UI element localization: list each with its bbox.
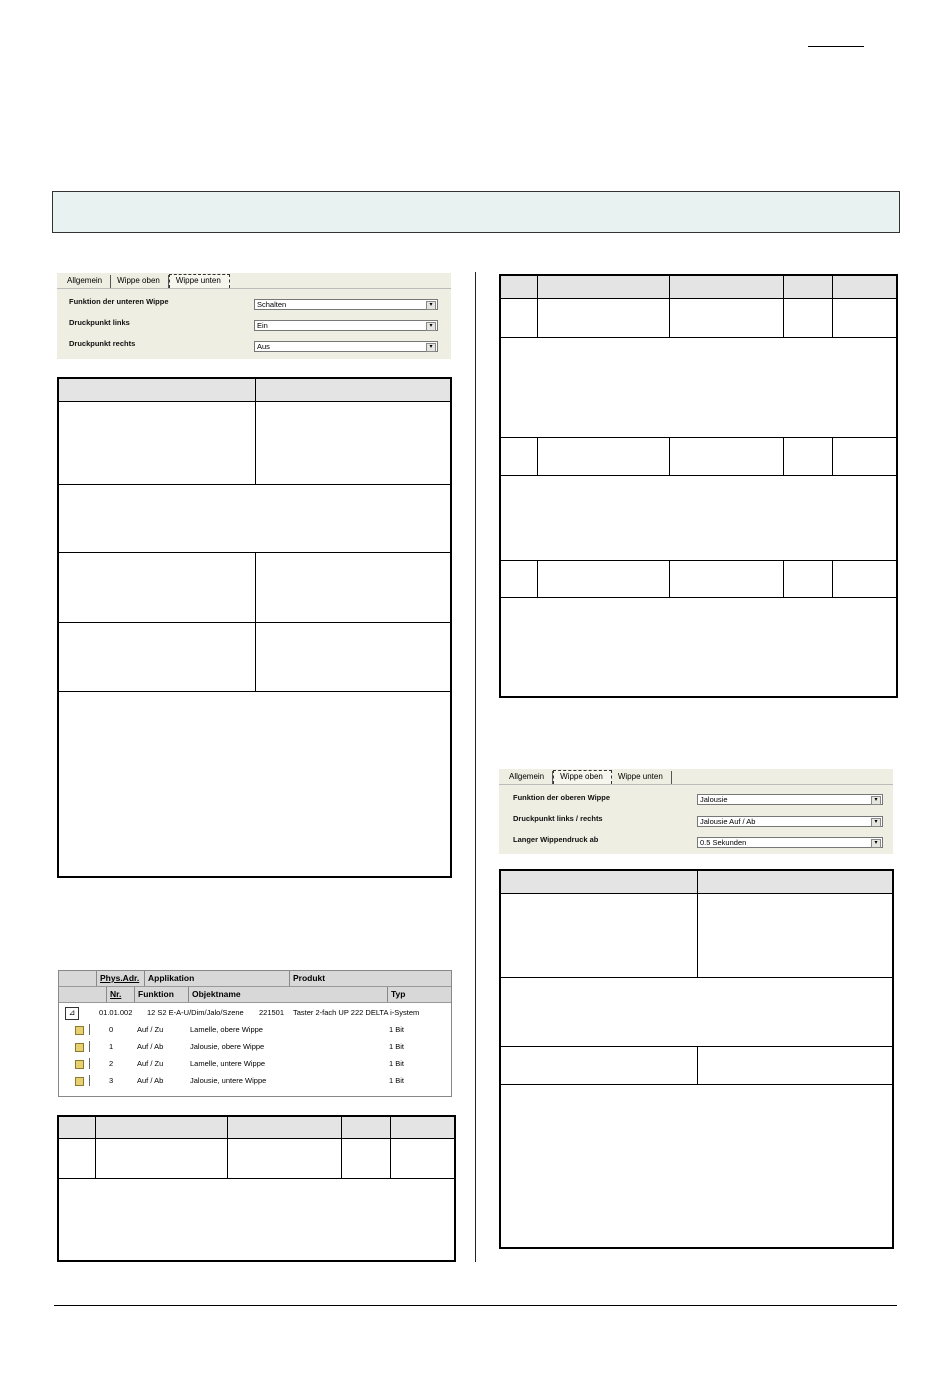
chevron-down-icon[interactable]: ▾ — [426, 301, 436, 310]
table-rule — [59, 484, 450, 485]
object-funktion: Auf / Ab — [137, 1042, 164, 1051]
ets-object-row[interactable] — [59, 1072, 451, 1089]
table-col-rule — [783, 437, 784, 475]
object-funktion: Auf / Ab — [137, 1076, 164, 1085]
param-label-left: Druckpunkt links — [69, 318, 130, 327]
tab-wippe-unten[interactable]: Wippe unten — [169, 274, 230, 288]
table-col-rule — [390, 1117, 391, 1178]
object-icon — [75, 1077, 84, 1086]
ets-col-objektname[interactable]: Objektname — [189, 987, 388, 1002]
tree-line — [89, 1024, 90, 1035]
object-table-left — [57, 1115, 456, 1262]
tab-allgemein[interactable]: Allgemein — [61, 275, 111, 288]
tab-divider — [499, 784, 893, 785]
table-rule — [501, 977, 892, 978]
ets-col-funktion[interactable]: Funktion — [135, 987, 189, 1002]
param-select-long-press[interactable] — [697, 837, 883, 848]
table-rule — [59, 1138, 454, 1139]
footer-rule — [54, 1305, 897, 1306]
param-value-left-right: Jalousie Auf / Ab — [700, 817, 756, 826]
object-name: Lamelle, untere Wippe — [190, 1059, 266, 1068]
object-typ: 1 Bit — [389, 1025, 405, 1034]
object-table-right — [499, 274, 898, 698]
param-select-left-right[interactable] — [697, 816, 883, 827]
tree-line — [89, 1075, 90, 1086]
chevron-down-icon[interactable]: ▾ — [426, 343, 436, 352]
table-rule — [59, 691, 450, 692]
chevron-down-icon[interactable]: ▾ — [871, 796, 881, 805]
object-funktion: Auf / Zu — [137, 1059, 164, 1068]
tab-divider — [57, 288, 451, 289]
param-select-right[interactable] — [254, 341, 438, 352]
section-header-box — [52, 191, 900, 233]
table-col-rule — [537, 437, 538, 475]
param-label-right: Druckpunkt rechts — [69, 339, 136, 348]
object-name: Lamelle, obere Wippe — [190, 1025, 263, 1034]
parameter-table-right — [499, 869, 894, 1249]
ets-object-row[interactable] — [59, 1055, 451, 1072]
table-rule — [501, 298, 896, 299]
ets-device-row[interactable] — [59, 1004, 451, 1021]
ets-header-spacer — [59, 987, 107, 1002]
ets-object-row[interactable] — [59, 1021, 451, 1038]
tree-line — [89, 1058, 90, 1069]
table-rule — [501, 597, 896, 598]
tab-wippe-oben[interactable]: Wippe oben — [111, 275, 169, 288]
param-select-function[interactable] — [697, 794, 883, 805]
object-nr: 3 — [109, 1076, 114, 1085]
tab-wippe-unten[interactable]: Wippe unten — [612, 771, 672, 784]
table-rule — [501, 1084, 892, 1085]
device-product: Taster 2-fach UP 222 DELTA i-System — [293, 1008, 420, 1017]
param-label-function: Funktion der unteren Wippe — [69, 297, 169, 306]
table-col-rule — [341, 1117, 342, 1178]
table-col-rule — [832, 276, 833, 337]
param-label-left-right: Druckpunkt links / rechts — [513, 814, 603, 823]
table-rule — [59, 622, 450, 623]
param-select-function[interactable] — [254, 299, 438, 310]
ets-col-typ[interactable]: Typ — [391, 989, 406, 999]
table-col-rule — [697, 871, 698, 977]
header-rule — [808, 46, 864, 47]
chevron-down-icon[interactable]: ▾ — [871, 839, 881, 848]
ets-header-spacer — [59, 971, 97, 986]
parameter-table-left — [57, 377, 452, 878]
chevron-down-icon[interactable]: ▾ — [426, 322, 436, 331]
table-col-rule — [669, 276, 670, 337]
param-label-function: Funktion der oberen Wippe — [513, 793, 611, 802]
ets-col-nr[interactable]: Nr. — [107, 987, 135, 1002]
table-col-rule — [783, 276, 784, 337]
tree-line — [89, 1041, 90, 1052]
ets-col-applikation[interactable]: Applikation — [145, 971, 290, 986]
table-rule — [501, 437, 896, 438]
table-header-row — [59, 1117, 454, 1138]
table-col-rule — [255, 379, 256, 484]
object-typ: 1 Bit — [389, 1076, 405, 1085]
object-typ: 1 Bit — [389, 1059, 405, 1068]
tab-wippe-oben[interactable]: Wippe oben — [553, 770, 612, 784]
table-rule — [59, 1178, 454, 1179]
table-rule — [501, 337, 896, 338]
object-icon — [75, 1026, 84, 1035]
object-nr: 0 — [109, 1025, 114, 1034]
table-col-rule — [669, 560, 670, 597]
param-value-function: Schalten — [257, 300, 287, 309]
ets-object-list — [58, 970, 452, 1097]
table-col-rule — [227, 1117, 228, 1178]
table-rule — [501, 560, 896, 561]
chevron-down-icon[interactable]: ▾ — [871, 818, 881, 827]
table-rule — [501, 475, 896, 476]
parameter-dialog-upper-rocker — [499, 769, 893, 854]
table-col-rule — [697, 1046, 698, 1084]
device-application: 12 S2 E-A-U/Dim/Jalo/Szene — [147, 1008, 244, 1017]
object-name: Jalousie, untere Wippe — [190, 1076, 267, 1085]
param-label-long-press: Langer Wippendruck ab — [513, 835, 599, 844]
param-value-left: Ein — [257, 321, 268, 330]
device-order-number: 221501 — [259, 1008, 285, 1017]
table-col-rule — [669, 437, 670, 475]
ets-header-objects — [59, 987, 451, 1003]
dialog-tabbar — [503, 771, 672, 784]
object-name: Jalousie, obere Wippe — [190, 1042, 265, 1051]
object-nr: 2 — [109, 1059, 114, 1068]
param-value-right: Aus — [257, 342, 270, 351]
object-typ: 1 Bit — [389, 1042, 405, 1051]
ets-col-phys-adr[interactable]: Phys.Adr. — [97, 971, 145, 986]
device-icon: ⊿ — [65, 1007, 79, 1020]
param-value-long-press: 0.5 Sekunden — [700, 838, 747, 847]
object-nr: 1 — [109, 1042, 114, 1051]
object-icon — [75, 1060, 84, 1069]
table-col-rule — [832, 437, 833, 475]
table-col-rule — [537, 560, 538, 597]
ets-object-row[interactable] — [59, 1038, 451, 1055]
table-col-rule — [537, 276, 538, 337]
ets-col-produkt[interactable]: Produkt — [293, 973, 326, 983]
column-divider — [475, 272, 476, 1262]
device-address: 01.01.002 — [99, 1008, 133, 1017]
param-value-function: Jalousie — [700, 795, 728, 804]
param-select-left[interactable] — [254, 320, 438, 331]
object-icon — [75, 1043, 84, 1052]
table-col-rule — [95, 1117, 96, 1178]
table-col-rule — [783, 560, 784, 597]
object-funktion: Auf / Zu — [137, 1025, 164, 1034]
parameter-dialog-lower-rocker — [57, 273, 451, 359]
dialog-tabbar — [61, 275, 230, 288]
tab-allgemein[interactable]: Allgemein — [503, 771, 553, 784]
table-col-rule — [832, 560, 833, 597]
table-header-row — [501, 276, 896, 298]
ets-header-device — [59, 971, 451, 987]
